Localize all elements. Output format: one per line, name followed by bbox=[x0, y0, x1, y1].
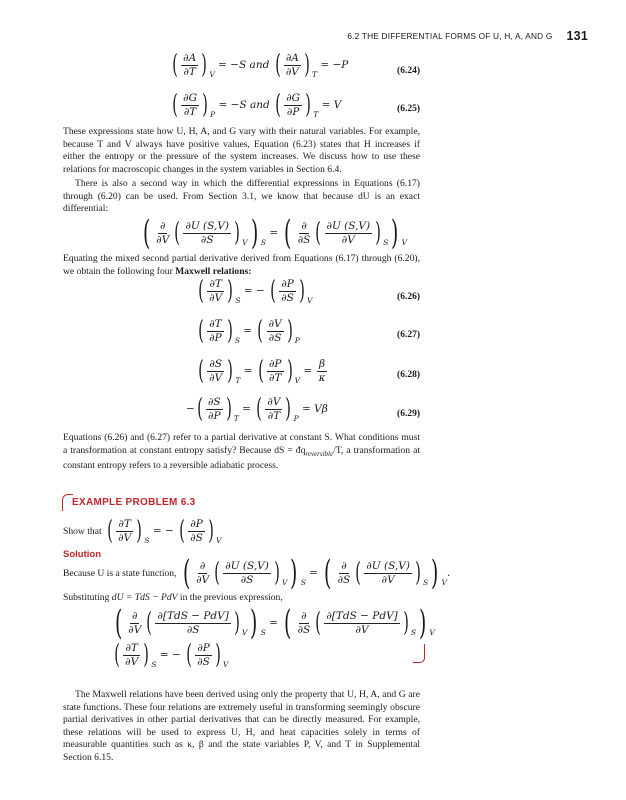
example-title: EXAMPLE PROBLEM 6.3 bbox=[72, 497, 196, 508]
example-end-mark bbox=[413, 644, 425, 663]
paragraph-maxwell-usefulness: The Maxwell relations have been derived using only the property that U, H, A, and G are state functions. These four relations are extremely useful in transforming seemingly obscure partial derivatives in other partial derivatives that can be directly measured. For example, these relations will be used to express U, H, and heat capacities solely in terms of measurable quantities such as κ, β and the state variables P, V, and T in Supplemental Section 6.15. bbox=[63, 689, 420, 763]
paragraph-exact-differential: There is also a second way in which the differential expressions in Equations (6.17) through (6.20) can be used. From Section 3.1, we know that because dU is an exact differential: bbox=[63, 178, 420, 215]
equation-6-28: ( $\frac{\partial S}{\partial V}$ ) $_T$ = ( $\frac{\partial P}{\partial T}$ ) $_V$ = $\frac{\beta}{\kappa}$ bbox=[198, 356, 326, 386]
equation-6-27: ( $\frac{\partial T}{\partial P}$ ) $_S$ = ( $\frac{\partial V}{\partial S}$ ) $_P$ bbox=[198, 316, 300, 346]
example-state-function-equation: Because U is a state function, ( $\frac{\partial}{\partial V}$ ( $\frac{\partial U (S,V)}{\partial S}$ ) $_V$) $_S$ = ( $\frac{\partial}{\partial S}$ ( $\frac{\partial U (S,V)}{\partial V}$ ) $_S$) $_V$. bbox=[63, 553, 451, 593]
equation-6-26: ( $\frac{\partial T}{\partial V}$ ) $_S$ = − ( $\frac{\partial P}{\partial S}$ ) $_V$ bbox=[198, 276, 313, 306]
running-title: 6.2 THE DIFFERENTIAL FORMS OF U, H, A, AND G bbox=[347, 31, 553, 41]
equation-exact-differential: ( $\frac{\partial}{\partial V}$ ( $\frac{\partial U (S,V)}{\partial S}$ ) $_V$) $_S$ = ( $\frac{\partial}{\partial S}$ ( $\frac{\partial U (S,V)}{\partial V}$ ) $_S$) $_V$ bbox=[142, 213, 408, 253]
equation-6-24: ( $\frac{\partial A}{\partial T}$ ) $_V$ = −S and ( $\frac{\partial A}{\partial V}$ ) $_T$ = −P bbox=[172, 50, 349, 80]
equation-number-6-25: (6.25) bbox=[397, 104, 420, 114]
example-substituting-line: Substituting dU = TdS − PdV in the previous expression, bbox=[63, 592, 283, 603]
example-show-that: Show that ( $\frac{\partial T}{\partial V}$ ) $_S$ = − ( $\frac{\partial P}{\partial S}$ ) $_V$ bbox=[63, 516, 222, 546]
paragraph-maxwell-intro: Equating the mixed second partial derivative derived from Equations (6.17) through (6.20), we obtain the following four Maxwell relations: bbox=[63, 253, 420, 277]
equation-number-6-27: (6.27) bbox=[397, 330, 420, 340]
equation-6-25: ( $\frac{\partial G}{\partial T}$ ) $_P$ = −S and ( $\frac{\partial G}{\partial P}$ ) $_T$ = V bbox=[172, 90, 342, 120]
example-substituted-equation: ( $\frac{\partial}{\partial V}$ ( $\frac{\text{∂[TdS − PdV]}}{\partial S}$ ) $_V$) $_S$ = ( $\frac{\partial}{\partial S}$ ( $\frac{\text{∂[TdS − PdV]}}{\partial V}$ ) $_S$) $_V$ bbox=[114, 603, 435, 643]
paragraph-natural-variables: These expressions state how U, H, A, and G vary with their natural variables. For example, because T and V always have positive values, Equation (6.23) states that H increases if either the entropy or the pressure of the system increases. We discuss how to use these relations for macroscopic changes in the system variables in Section 6.4. bbox=[63, 126, 420, 175]
paragraph-constant-entropy: Equations (6.26) and (6.27) refer to a partial derivative at constant S. What conditions must a transformation at constant entropy satisfy? Because dS = $đq_{reversible}/T$, a transformation at constant entropy refers to a reversible adiabatic process. bbox=[63, 432, 420, 472]
equation-number-6-29: (6.29) bbox=[397, 409, 420, 419]
solution-label: Solution bbox=[63, 549, 101, 560]
example-result-equation: ( $\frac{\partial T}{\partial V}$ ) $_S$ = − ( $\frac{\partial P}{\partial S}$ ) $_V$ bbox=[114, 640, 229, 670]
equation-number-6-28: (6.28) bbox=[397, 370, 420, 380]
equation-6-29: −( $\frac{\partial S}{\partial P}$ ) $_T$ = ( $\frac{\partial V}{\partial T}$ ) $_P$ = Vβ bbox=[186, 394, 328, 424]
page-number: 131 bbox=[566, 29, 588, 43]
equation-number-6-24: (6.24) bbox=[397, 66, 420, 76]
running-header bbox=[347, 29, 588, 43]
equation-number-6-26: (6.26) bbox=[397, 292, 420, 302]
